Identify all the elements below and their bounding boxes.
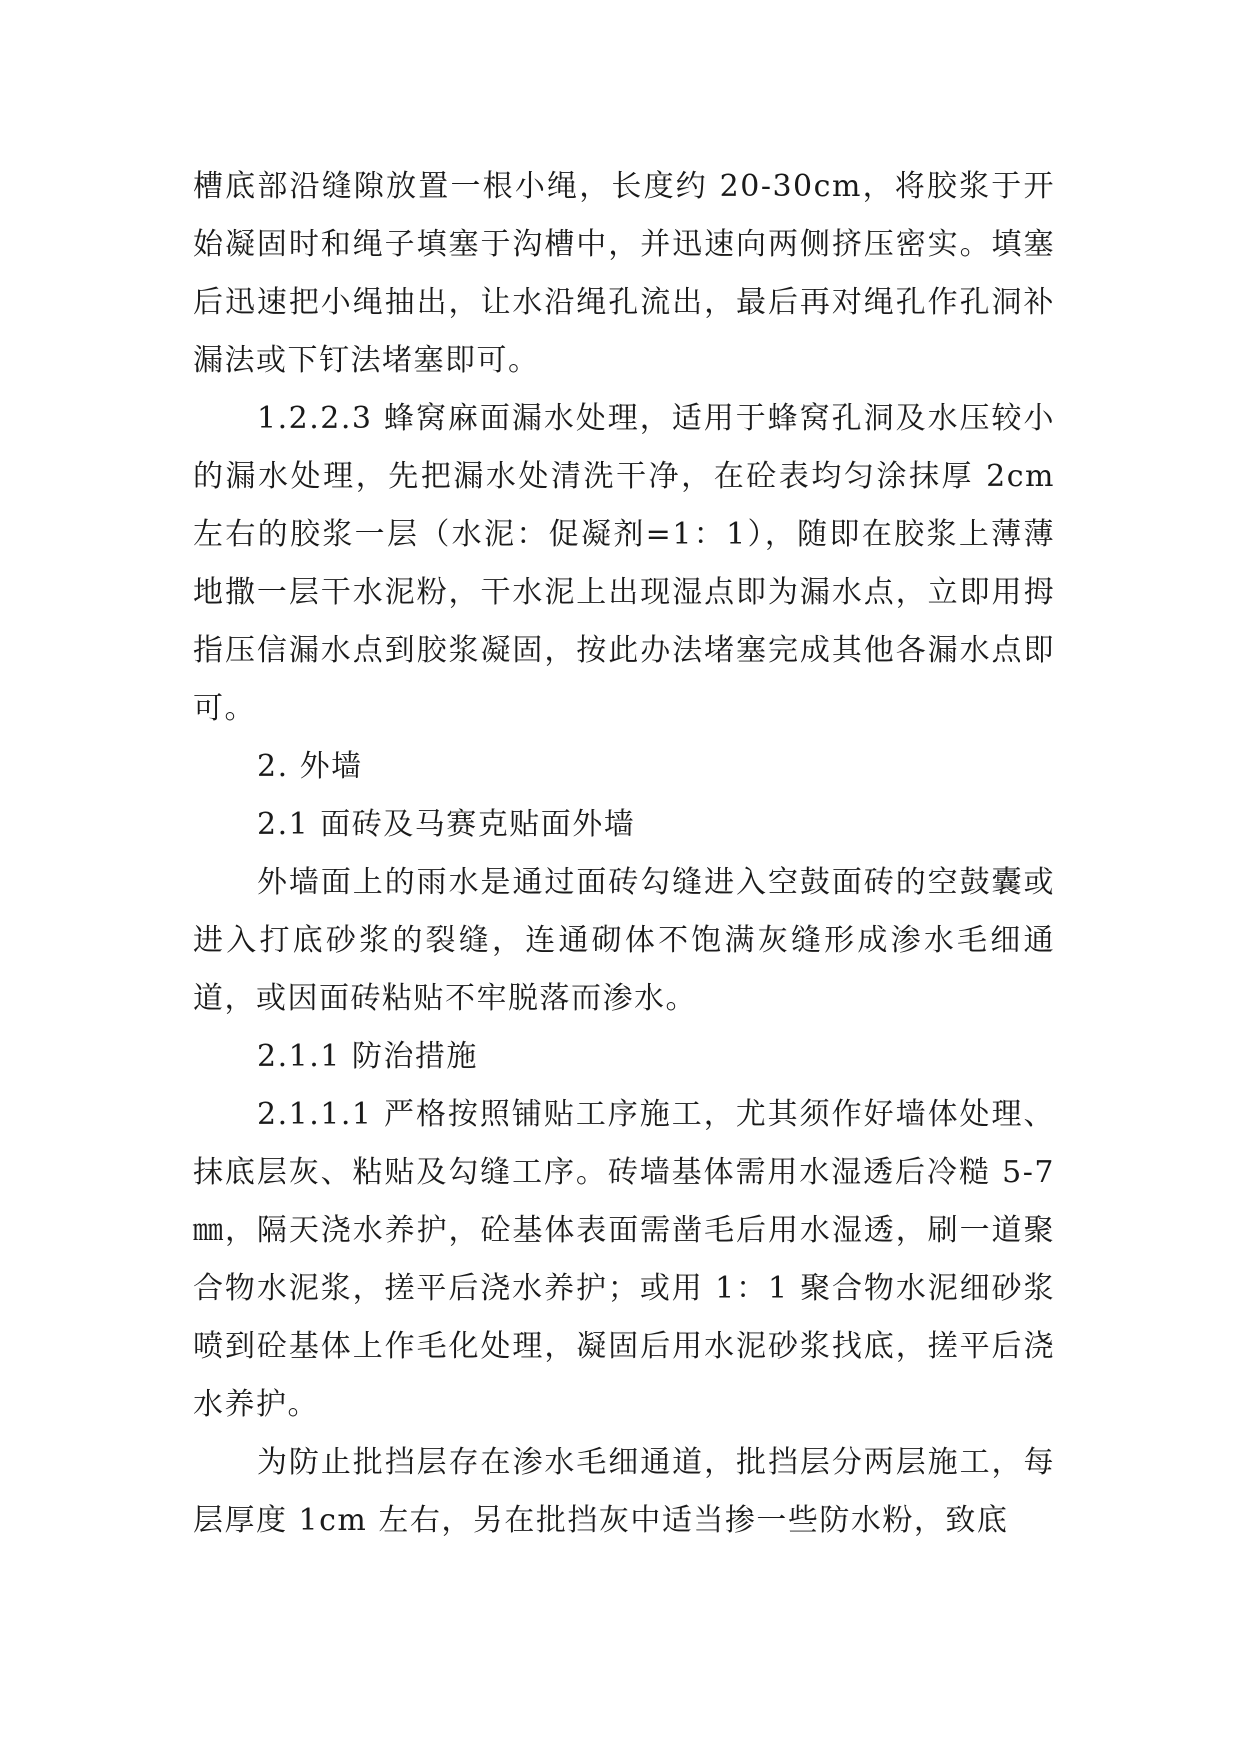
- heading-2-1-1: 2.1.1 防治措施: [257, 1039, 478, 1074]
- document-body: [193, 158, 1055, 1550]
- paragraph-1-2-2-3: 1.2.2.3 蜂窝麻面漏水处理，适用于蜂窝孔洞及水压较小的漏水处理，先把漏水处清洗干净，在砼表均匀涂抹厚 2cm 左右的胶浆一层（水泥：促凝剂=1：1），随即在胶浆上薄薄地撒一层干水泥粉，干水泥上出现湿点即为漏水点，立即用拇指压信漏水点到胶浆凝固，按此办法堵塞完成其他各漏水点即可。: [193, 401, 1055, 726]
- paragraph-2-1-body: 外墙面上的雨水是通过面砖勾缝进入空鼓面砖的空鼓囊或进入打底砂浆的裂缝，连通砌体不饱满灰缝形成渗水毛细通道，或因面砖粘贴不牢脱落而渗水。: [193, 865, 1055, 1016]
- paragraph-continuation: 槽底部沿缝隙放置一根小绳，长度约 20-30cm，将胶浆于开始凝固时和绳子填塞于沟槽中，并迅速向两侧挤压密实。填塞后迅速把小绳抽出，让水沿绳孔流出，最后再对绳孔作孔洞补漏法或下钉法堵塞即可。: [193, 169, 1055, 378]
- paragraph-plaster-layer: 为防止批挡层存在渗水毛细通道，批挡层分两层施工，每层厚度 1cm 左右，另在批挡灰中适当掺一些防水粉，致底: [193, 1445, 1055, 1538]
- heading-2-exterior-wall: 2. 外墙: [257, 749, 363, 784]
- paragraph-2-1-1-1: 2.1.1.1 严格按照铺贴工序施工，尤其须作好墙体处理、抹底层灰、粘贴及勾缝工序。砖墙基体需用水湿透后冷糙 5-7㎜，隔天浇水养护，砼基体表面需凿毛后用水湿透，刷一道聚合物水泥浆，搓平后浇水养护；或用 1：1 聚合物水泥细砂浆喷到砼基体上作毛化处理，凝固后用水泥砂浆找底，搓平后浇水养护。: [193, 1097, 1055, 1422]
- heading-2-1: 2.1 面砖及马赛克贴面外墙: [257, 807, 636, 842]
